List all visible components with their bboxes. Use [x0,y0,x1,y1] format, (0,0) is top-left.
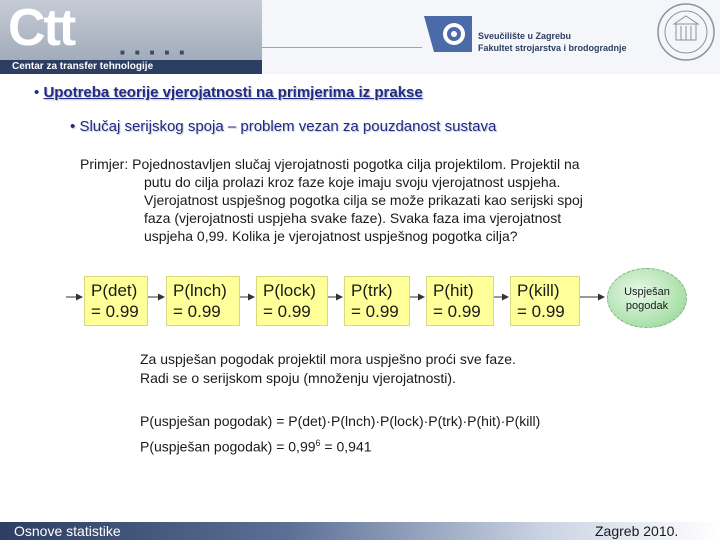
main-heading [34,84,423,101]
phase-label: P(lock) [263,281,316,300]
phase-value: = 0.99 [433,302,481,321]
formula-result-right: = 0,941 [320,438,372,455]
formula-exponent: 6 [315,438,321,448]
header-banner [0,0,720,74]
phase-box-kill [510,276,580,326]
phase-label: P(lnch) [173,281,227,300]
phase-label: P(kill) [517,281,560,300]
example-line-0: Primjer: Pojednostavljen slučaj vjerojatnosti pogotka cilja projektilom. Projektil na [80,156,580,172]
ctt-logo: Ctt [8,0,75,57]
university-seal-icon [656,2,716,62]
result-line-2: pogodak [625,300,669,312]
phase-value: = 0.99 [173,302,221,321]
formula-product: P(uspješan pogodak) = P(det)·P(lnch)·P(lock)·P(trk)·P(hit)·P(kill) [140,413,541,429]
result-line-1: Uspješan [624,286,670,298]
phase-box-det [84,276,148,326]
phase-value: = 0.99 [91,302,139,321]
main-heading-text: Upotreba teorije vjerojatnosti na primjerima iz prakse [43,84,423,101]
phase-value: = 0.99 [263,302,311,321]
bullet-glyph: • [70,118,76,135]
example-paragraph [80,155,660,245]
phase-label: P(hit) [433,281,474,300]
ctt-subtitle: Centar za transfer tehnologije [0,60,262,74]
explanation-line-1: Za uspješan pogodak projektil mora uspješno proći sve faze. [140,351,516,367]
header-divider [262,47,422,48]
phase-box-lock [256,276,328,326]
phase-label: P(trk) [351,281,393,300]
sub-heading [70,118,496,135]
university-line-2: Fakultet strojarstva i brodogradnje [478,43,627,53]
phase-value: = 0.99 [351,302,399,321]
explanation-line-2: Radi se o serijskom spoju (množenju vjerojatnosti). [140,370,456,386]
logo-dots-decoration: ■■■■■ [120,48,195,57]
bullet-glyph: • [34,84,40,101]
example-line-3: faza (vjerojatnosti uspjeha svake faze). Svaka faza ima vjerojatnost [144,210,562,226]
phase-value: = 0.99 [517,302,565,321]
university-logo-icon [424,12,472,56]
phase-box-hit [426,276,494,326]
example-line-1: putu do cilja prolazi kroz faze koje imaju svoju vjerojatnost uspjeha. [144,174,561,190]
phase-box-lnch [166,276,240,326]
formula-result-left: P(uspješan pogodak) = 0,99 [140,438,316,455]
example-line-2: Vjerojatnost uspješnog pogotka cilja se može prikazati kao serijski spoj [144,192,583,208]
footer-course: Osnove statistike [14,523,121,539]
explanation-text [140,350,516,388]
university-line-1: Sveučilište u Zagrebu [478,31,572,41]
formula-result [140,438,372,455]
success-result-ellipse [607,268,687,328]
phase-label: P(det) [91,281,138,300]
series-flow-diagram [0,268,720,338]
phase-box-trk [344,276,410,326]
university-name [478,30,627,54]
footer-date: Zagreb 2010. [595,523,679,539]
ctt-logo-block [0,0,262,74]
example-line-4: uspjeha 0,99. Kolika je vjerojatnost uspješnog pogotka cilja? [144,228,518,244]
sub-heading-text: Slučaj serijskog spoja – problem vezan za pouzdanost sustava [79,118,497,135]
